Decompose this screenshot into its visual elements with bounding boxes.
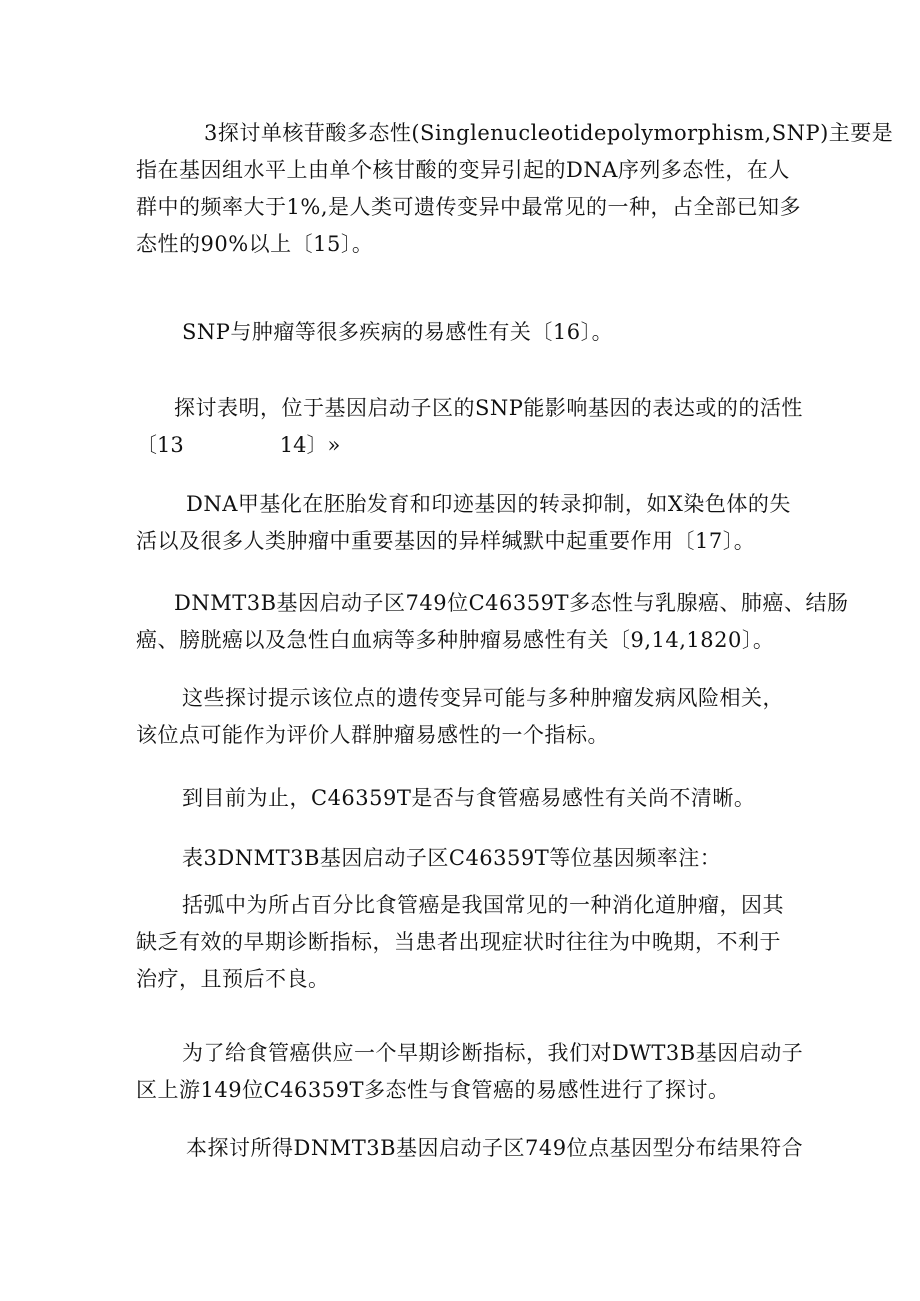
paragraph-table-caption — [136, 840, 786, 877]
paragraph-unclear-association — [136, 780, 786, 817]
text-line: 活以及很多人类肿瘤中重要基因的异样缄默中起重要作用〔17〕。 — [136, 529, 756, 553]
text-line: 该位点可能作为评价人群肿瘤易感性的一个指标。 — [136, 723, 609, 747]
text-line: 表3DNMT3B基因启动子区C46359T等位基因频率注： — [182, 846, 722, 870]
paragraph-dna-methylation — [136, 486, 791, 560]
text-line: 缺乏有效的早期诊断指标，当患者出现症状时往往为中晚期，不利于 — [136, 930, 781, 954]
text-line: 为了给食管癌供应一个早期诊断指标，我们对DWT3B基因启动子 — [182, 1041, 804, 1065]
text-line: 括弧中为所占百分比食管癌是我国常见的一种消化道肿瘤，因其 — [182, 893, 784, 917]
text-line: 癌、膀胱癌以及急性白血病等多种肿瘤易感性有关〔9,14,1820〕。 — [136, 628, 775, 652]
reference-line — [136, 427, 786, 464]
text-line: 到目前为止，C46359T是否与食管癌易感性有关尚不清晰。 — [182, 786, 756, 810]
text-line: 指在基因组水平上由单个核甘酸的变异引起的DNA序列多态性，在人 — [136, 158, 790, 182]
text-line: 态性的90%以上〔15〕。 — [136, 232, 374, 256]
paragraph-snp-definition — [136, 115, 894, 263]
text-line: 3探讨单核苷酸多态性(Singlenucleotidepolymorphism,SNP)主要是 — [204, 121, 894, 145]
paragraph-study-aim — [136, 1035, 804, 1109]
paragraph-esophageal-cancer — [136, 887, 786, 998]
text-line: 探讨表明，位于基因启动子区的SNP能影响基因的表达或的的活性 — [174, 396, 803, 420]
text-line: 区上游149位C46359T多态性与食管癌的易感性进行了探讨。 — [136, 1078, 730, 1102]
text-line: 治疗，且预后不良。 — [136, 967, 330, 991]
reference-open: 〔13 — [136, 433, 184, 457]
text-line: DNMT3B基因启动子区749位C46359T多态性与乳腺癌、肺癌、结肠 — [174, 591, 849, 615]
text-line: SNP与肿瘤等很多疾病的易感性有关〔16〕。 — [182, 320, 614, 344]
text-line: 群中的频率大于1%,是人类可遗传变异中最常见的一种，占全部已知多 — [136, 195, 801, 219]
text-line: 这些探讨提示该位点的遗传变异可能与多种肿瘤发病风险相关， — [182, 686, 784, 710]
paragraph-snp-disease — [136, 314, 786, 351]
reference-close: 14〕» — [279, 433, 341, 457]
text-line: DNA甲基化在胚胎发育和印迹基因的转录抑制，如X染色体的失 — [186, 492, 791, 516]
paragraph-genetic-variation — [136, 680, 786, 754]
paragraph-genotype-result — [136, 1130, 804, 1167]
text-line: 本探讨所得DNMT3B基因启动子区749位点基因型分布结果符合 — [186, 1136, 804, 1160]
paragraph-dnmt3b-polymorphism — [136, 585, 849, 659]
paragraph-promoter-snp — [136, 390, 803, 464]
